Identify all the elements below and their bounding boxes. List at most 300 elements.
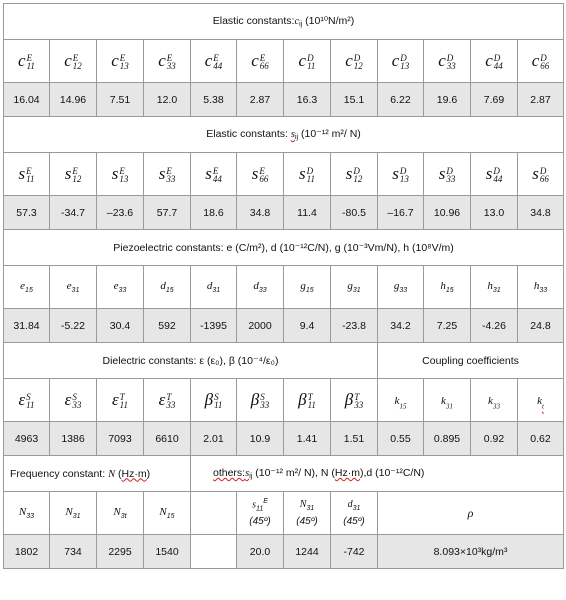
symbol-cell [4, 266, 50, 309]
symbol-subscript: 31 [212, 287, 221, 295]
symbol-subscript: 33 [26, 513, 35, 521]
symbol-superscript: E [259, 165, 265, 176]
symbol-subscript: 12 [353, 61, 363, 72]
symbol-base: s [18, 164, 26, 183]
symbol-superscript: E [166, 52, 173, 63]
value-cell: -80.5 [331, 196, 378, 230]
symbol-superscript: E [263, 497, 268, 505]
symbol-superscript: T [119, 391, 125, 402]
symbol-base: c [345, 51, 353, 70]
value-cell: 1244 [284, 535, 331, 569]
symbol-cell [191, 379, 237, 422]
value-cell: 6610 [144, 422, 191, 456]
symbol-base: N [113, 505, 121, 518]
value-cell: 6.22 [378, 83, 424, 117]
others-title-subscript: ij [249, 473, 253, 480]
symbol-subscript: 15 [165, 287, 174, 295]
symbol-subscript: 31 [352, 287, 361, 295]
symbol-subscript: 44 [212, 174, 222, 185]
symbol-base: d [206, 279, 213, 292]
symbol-base: k [394, 395, 400, 408]
symbol-indices [493, 167, 502, 184]
elastic-s-title-subscript: ij [294, 134, 299, 141]
symbol-subscript: 13 [399, 174, 409, 185]
symbol-indices [27, 54, 35, 71]
coupling-title: Coupling coefficients [378, 343, 564, 379]
symbol-base: s [251, 164, 259, 183]
elastic-c-title-symbol: c [294, 16, 300, 27]
value-cell: 734 [50, 535, 97, 569]
symbol-cell [331, 379, 378, 422]
symbol-base: g [347, 279, 353, 292]
symbol-cell [191, 153, 237, 196]
symbol-indices [214, 393, 222, 410]
symbol-subscript: 31 [306, 504, 315, 512]
symbol-superscript: D [540, 52, 547, 63]
symbol-cell [4, 492, 50, 535]
symbol-subscript: 15 [166, 513, 175, 521]
symbol-subscript: 33 [492, 402, 500, 411]
symbol-base: c [64, 51, 72, 70]
others-title-unit: Hz·m [334, 467, 360, 479]
symbol-cell [378, 40, 424, 83]
dielectric-value-row [4, 422, 564, 456]
symbol-subscript: 33 [446, 61, 456, 72]
elastic-s-title-symbol: s [290, 129, 295, 140]
symbol-base: N [18, 505, 27, 518]
symbol-superscript: D [446, 165, 453, 176]
value-cell: 2.87 [518, 83, 564, 117]
elastic-s-title [4, 117, 564, 153]
symbol-cell [471, 379, 518, 422]
value-cell: –16.7 [378, 196, 424, 230]
symbol-base: c [298, 51, 307, 70]
symbol-subscript: 15 [445, 287, 454, 295]
piezo-symbol-row [4, 266, 564, 309]
value-cell: 15.1 [331, 83, 378, 117]
frequency-title-prefix: Frequency constant: [10, 467, 109, 480]
value-cell: 10.9 [237, 422, 284, 456]
symbol-base: c [111, 51, 119, 70]
value-cell: 1540 [144, 535, 191, 569]
value-cell: 0.55 [378, 422, 424, 456]
value-cell: 2295 [97, 535, 144, 569]
symbol-base: k [441, 395, 446, 408]
symbol-base: h [487, 279, 493, 292]
others-title-symbol: s [245, 468, 250, 479]
symbol-indices [307, 54, 315, 71]
symbol-base: k [488, 395, 493, 408]
value-cell: 34.2 [378, 309, 424, 343]
symbol-indices [213, 167, 222, 184]
symbol-base: g [300, 279, 306, 292]
symbol-superscript: D [493, 165, 500, 176]
symbol-superscript: E [72, 52, 79, 63]
symbol-cell [424, 153, 471, 196]
symbol-base: d [253, 279, 259, 292]
symbol-cell [284, 40, 331, 83]
symbol-cell [378, 153, 424, 196]
symbol-superscript: D [400, 52, 407, 63]
value-cell: 18.6 [191, 196, 237, 230]
symbol-base: c [158, 51, 166, 70]
symbol-subscript: 66 [540, 61, 550, 72]
others-symbol [343, 497, 364, 515]
symbol-base: c [204, 51, 213, 70]
symbol-subscript: 33 [446, 174, 456, 185]
symbol-base: β [344, 390, 354, 409]
elastic-c-title-suffix: (10¹⁰N/m²) [302, 15, 355, 27]
symbol-cell [4, 40, 50, 83]
value-cell: -1395 [191, 309, 237, 343]
symbol-superscript: D [399, 165, 407, 176]
symbol-cell [144, 266, 191, 309]
value-cell: 57.7 [144, 196, 191, 230]
elastic-s-value-row [4, 196, 564, 230]
symbol-base: s [64, 164, 72, 183]
elastic-c-symbol-row [4, 40, 564, 83]
dielectric-symbol-row [4, 379, 564, 422]
value-cell: 19.6 [424, 83, 471, 117]
symbol-superscript: T [354, 391, 360, 402]
value-cell: 34.8 [237, 196, 284, 230]
elastic-s-title-suffix: (10⁻¹² m²/ N) [298, 128, 361, 140]
symbol-subscript: 11 [26, 61, 35, 72]
value-cell: 16.3 [284, 83, 331, 117]
symbol-indices [166, 167, 175, 184]
symbol-subscript: 3t [120, 513, 127, 521]
symbol-subscript: 31 [72, 513, 81, 521]
value-cell: 2000 [237, 309, 284, 343]
symbol-indices [73, 54, 82, 71]
symbol-subscript: 11 [26, 400, 35, 411]
material-properties-table [3, 3, 564, 569]
symbol-cell [331, 266, 378, 309]
value-cell: 34.8 [518, 196, 564, 230]
symbol-base: s [532, 164, 539, 183]
empty-cell [191, 492, 237, 535]
symbol-subscript: t [541, 402, 544, 411]
value-cell: 0.895 [424, 422, 471, 456]
value-cell: 10.96 [424, 196, 471, 230]
symbol-indices [72, 393, 81, 410]
value-cell: 4963 [4, 422, 50, 456]
value-cell: 7093 [97, 422, 144, 456]
symbol-subscript: 13 [400, 61, 410, 72]
symbol-subscript: 13 [119, 61, 129, 72]
symbol-indices [540, 54, 549, 71]
symbol-base: s [485, 164, 493, 183]
symbol-cell [284, 379, 331, 422]
symbol-cell [331, 153, 378, 196]
symbol-superscript: E [119, 52, 126, 63]
value-cell: 7.69 [471, 83, 518, 117]
symbol-cell [144, 153, 191, 196]
frequency-symbol-row [4, 492, 564, 535]
symbol-cell [424, 40, 471, 83]
symbol-cell [378, 266, 424, 309]
symbol-superscript: T [307, 391, 313, 402]
value-cell: 7.25 [424, 309, 471, 343]
symbol-subscript: 12 [353, 174, 363, 185]
others-symbol-cell [237, 492, 284, 535]
value-cell: 14.96 [50, 83, 97, 117]
symbol-superscript: E [72, 165, 78, 176]
symbol-base: β [204, 390, 214, 409]
symbol-subscript: 66 [259, 61, 269, 72]
symbol-base: ε [111, 390, 119, 409]
value-cell: 1.41 [284, 422, 331, 456]
symbol-superscript: E [166, 165, 172, 176]
symbol-cell [50, 153, 97, 196]
symbol-cell [144, 379, 191, 422]
value-cell: 30.4 [97, 309, 144, 343]
symbol-indices [400, 54, 409, 71]
value-cell: 592 [144, 309, 191, 343]
symbol-subscript: 13 [119, 174, 129, 185]
symbol-indices [166, 393, 175, 410]
symbol-subscript: 15 [25, 287, 33, 295]
symbol-cell [518, 379, 564, 422]
value-cell: 5.38 [191, 83, 237, 117]
symbol-base: s [111, 164, 119, 183]
others-title-label: others: [213, 467, 246, 479]
value-cell: 57.3 [4, 196, 50, 230]
symbol-subscript: 33 [260, 400, 270, 411]
others-title [191, 456, 564, 492]
symbol-subscript: 11 [255, 504, 264, 512]
symbol-subscript: 33 [166, 61, 176, 72]
value-cell: 31.84 [4, 309, 50, 343]
symbol-base: ε [158, 390, 166, 409]
symbol-base: g [393, 279, 400, 292]
frequency-title-unit: Hz·m [121, 467, 147, 480]
symbol-base: c [18, 51, 26, 70]
value-cell: 0.92 [471, 422, 518, 456]
symbol-indices [259, 167, 268, 184]
dielectric-title: Dielectric constants: ε (ε₀), β (10⁻⁴/ε₀) [4, 343, 378, 379]
elastic-s-symbol-row [4, 153, 564, 196]
symbol-indices [260, 54, 269, 71]
symbol-base: N [299, 498, 307, 510]
others-title-tail: ),d (10⁻¹²C/N) [359, 467, 425, 479]
symbol-superscript: E [26, 165, 32, 176]
symbol-base: c [531, 51, 540, 70]
symbol-cell [237, 266, 284, 309]
symbol-subscript: 33 [72, 400, 82, 411]
value-cell: -34.7 [50, 196, 97, 230]
symbol-cell [237, 153, 284, 196]
symbol-cell [378, 379, 424, 422]
symbol-subscript: 12 [72, 174, 82, 185]
symbol-base: s [392, 164, 399, 183]
others-note: (45º) [296, 516, 318, 528]
symbol-indices [26, 393, 34, 410]
symbol-base: ε [18, 390, 26, 409]
rho-value: 8.093×10³kg/m³ [378, 535, 564, 569]
symbol-superscript: D [307, 52, 314, 63]
symbol-cell [191, 40, 237, 83]
symbol-cell [4, 379, 50, 422]
value-cell: 1802 [4, 535, 50, 569]
symbol-superscript: D [353, 165, 360, 176]
symbol-subscript: 33 [166, 400, 176, 411]
symbol-base: c [438, 51, 446, 70]
value-cell: 7.51 [97, 83, 144, 117]
symbol-indices [447, 54, 456, 71]
symbol-indices [120, 393, 128, 410]
symbol-indices [540, 167, 549, 184]
symbol-cell [518, 153, 564, 196]
symbol-superscript: S [72, 391, 77, 402]
symbol-base: h [440, 279, 446, 292]
symbol-cell [471, 40, 518, 83]
symbol-subscript: 33 [354, 400, 364, 411]
others-symbol-stack [343, 497, 364, 530]
symbol-subscript: 11 [26, 174, 35, 185]
frequency-title-unit-open: ( [115, 467, 122, 480]
symbol-base: ε [64, 390, 72, 409]
symbol-subscript: 44 [213, 61, 223, 72]
symbol-cell [97, 492, 144, 535]
value-cell: -742 [331, 535, 378, 569]
symbol-base: s [299, 164, 306, 183]
symbol-cell [471, 266, 518, 309]
elastic-c-title [4, 4, 564, 40]
symbol-superscript: S [214, 391, 219, 402]
symbol-indices [72, 167, 81, 184]
elastic-c-title-subscript: ij [299, 21, 303, 28]
symbol-subscript: 31 [445, 402, 453, 411]
symbol-cell [144, 492, 191, 535]
elastic-s-title-prefix: Elastic constants: [206, 128, 291, 140]
value-cell: 2.01 [191, 422, 237, 456]
symbol-indices [213, 54, 222, 71]
symbol-subscript: 66 [259, 174, 269, 185]
symbol-subscript: 11 [306, 174, 315, 185]
symbol-cell [518, 266, 564, 309]
symbol-indices [354, 393, 363, 410]
symbol-base: c [391, 51, 400, 70]
symbol-base: N [65, 505, 73, 518]
symbol-cell [4, 153, 50, 196]
symbol-indices [446, 167, 455, 184]
symbol-subscript: 31 [71, 287, 80, 295]
symbol-base: β [250, 390, 260, 409]
symbol-indices [26, 167, 34, 184]
symbol-indices [307, 167, 315, 184]
others-note: (45º) [343, 516, 365, 528]
symbol-superscript: S [26, 391, 31, 402]
symbol-cell [97, 266, 144, 309]
symbol-subscript: 15 [305, 287, 314, 295]
symbol-base: d [160, 279, 166, 292]
value-cell: 20.0 [237, 535, 284, 569]
others-symbol-cell [331, 492, 378, 535]
symbol-subscript: 33 [258, 287, 267, 295]
symbol-subscript: 12 [72, 61, 82, 72]
others-symbol-cell [284, 492, 331, 535]
symbol-subscript: 33 [118, 287, 127, 295]
symbol-base: k [537, 395, 542, 408]
symbol-superscript: E [259, 52, 266, 63]
symbol-cell [331, 40, 378, 83]
symbol-subscript: 31 [492, 287, 501, 295]
symbol-superscript: D [446, 52, 454, 63]
others-symbol [249, 497, 270, 515]
symbol-base: c [485, 51, 493, 70]
symbol-base: s [252, 498, 256, 510]
value-cell: 16.04 [4, 83, 50, 117]
symbol-cell [237, 40, 284, 83]
elastic-c-value-row [4, 83, 564, 117]
value-cell: -4.26 [471, 309, 518, 343]
others-symbol-stack [249, 497, 270, 530]
value-cell: 12.0 [144, 83, 191, 117]
piezo-value-row [4, 309, 564, 343]
symbol-base: c [251, 51, 259, 70]
value-cell: -23.8 [331, 309, 378, 343]
symbol-subscript: 11 [119, 400, 129, 411]
value-cell: 1.51 [331, 422, 378, 456]
symbol-subscript: 33 [539, 287, 548, 295]
symbol-cell [97, 40, 144, 83]
value-cell: 2.87 [237, 83, 284, 117]
symbol-cell [50, 40, 97, 83]
symbol-indices [167, 54, 176, 71]
symbol-indices [494, 54, 503, 71]
symbol-superscript: D [306, 165, 314, 176]
value-cell: 11.4 [284, 196, 331, 230]
symbol-superscript: D [353, 52, 361, 63]
value-cell: 1386 [50, 422, 97, 456]
value-cell: 13.0 [471, 196, 518, 230]
symbol-indices [119, 167, 128, 184]
symbol-indices [308, 393, 316, 410]
symbol-subscript: 44 [493, 174, 503, 185]
symbol-base: e [66, 279, 72, 292]
others-symbol [296, 497, 317, 515]
symbol-indices [354, 54, 363, 71]
frequency-title-symbol: N [108, 468, 116, 480]
symbol-superscript: D [493, 52, 501, 63]
frequency-title-unit-close: ) [146, 467, 151, 480]
symbol-base: N [159, 505, 167, 518]
symbol-superscript: E [119, 165, 125, 176]
symbol-cell [471, 153, 518, 196]
symbol-indices [400, 167, 409, 184]
symbol-superscript: T [166, 391, 172, 402]
symbol-subscript: 66 [539, 174, 549, 185]
symbol-base: h [533, 279, 540, 292]
symbol-indices [260, 393, 269, 410]
symbol-superscript: E [212, 165, 219, 176]
rho-symbol: ρ [378, 492, 564, 535]
empty-cell [191, 535, 237, 569]
value-cell: 9.4 [284, 309, 331, 343]
symbol-superscript: S [260, 391, 265, 402]
value-cell: -5.22 [50, 309, 97, 343]
symbol-base: s [345, 164, 353, 183]
symbol-subscript: 11 [307, 400, 316, 411]
value-cell: 24.8 [518, 309, 564, 343]
symbol-base: s [158, 164, 166, 183]
symbol-cell [50, 379, 97, 422]
symbol-cell [50, 266, 97, 309]
symbol-base: β [298, 390, 307, 409]
symbol-cell [144, 40, 191, 83]
symbol-cell [518, 40, 564, 83]
